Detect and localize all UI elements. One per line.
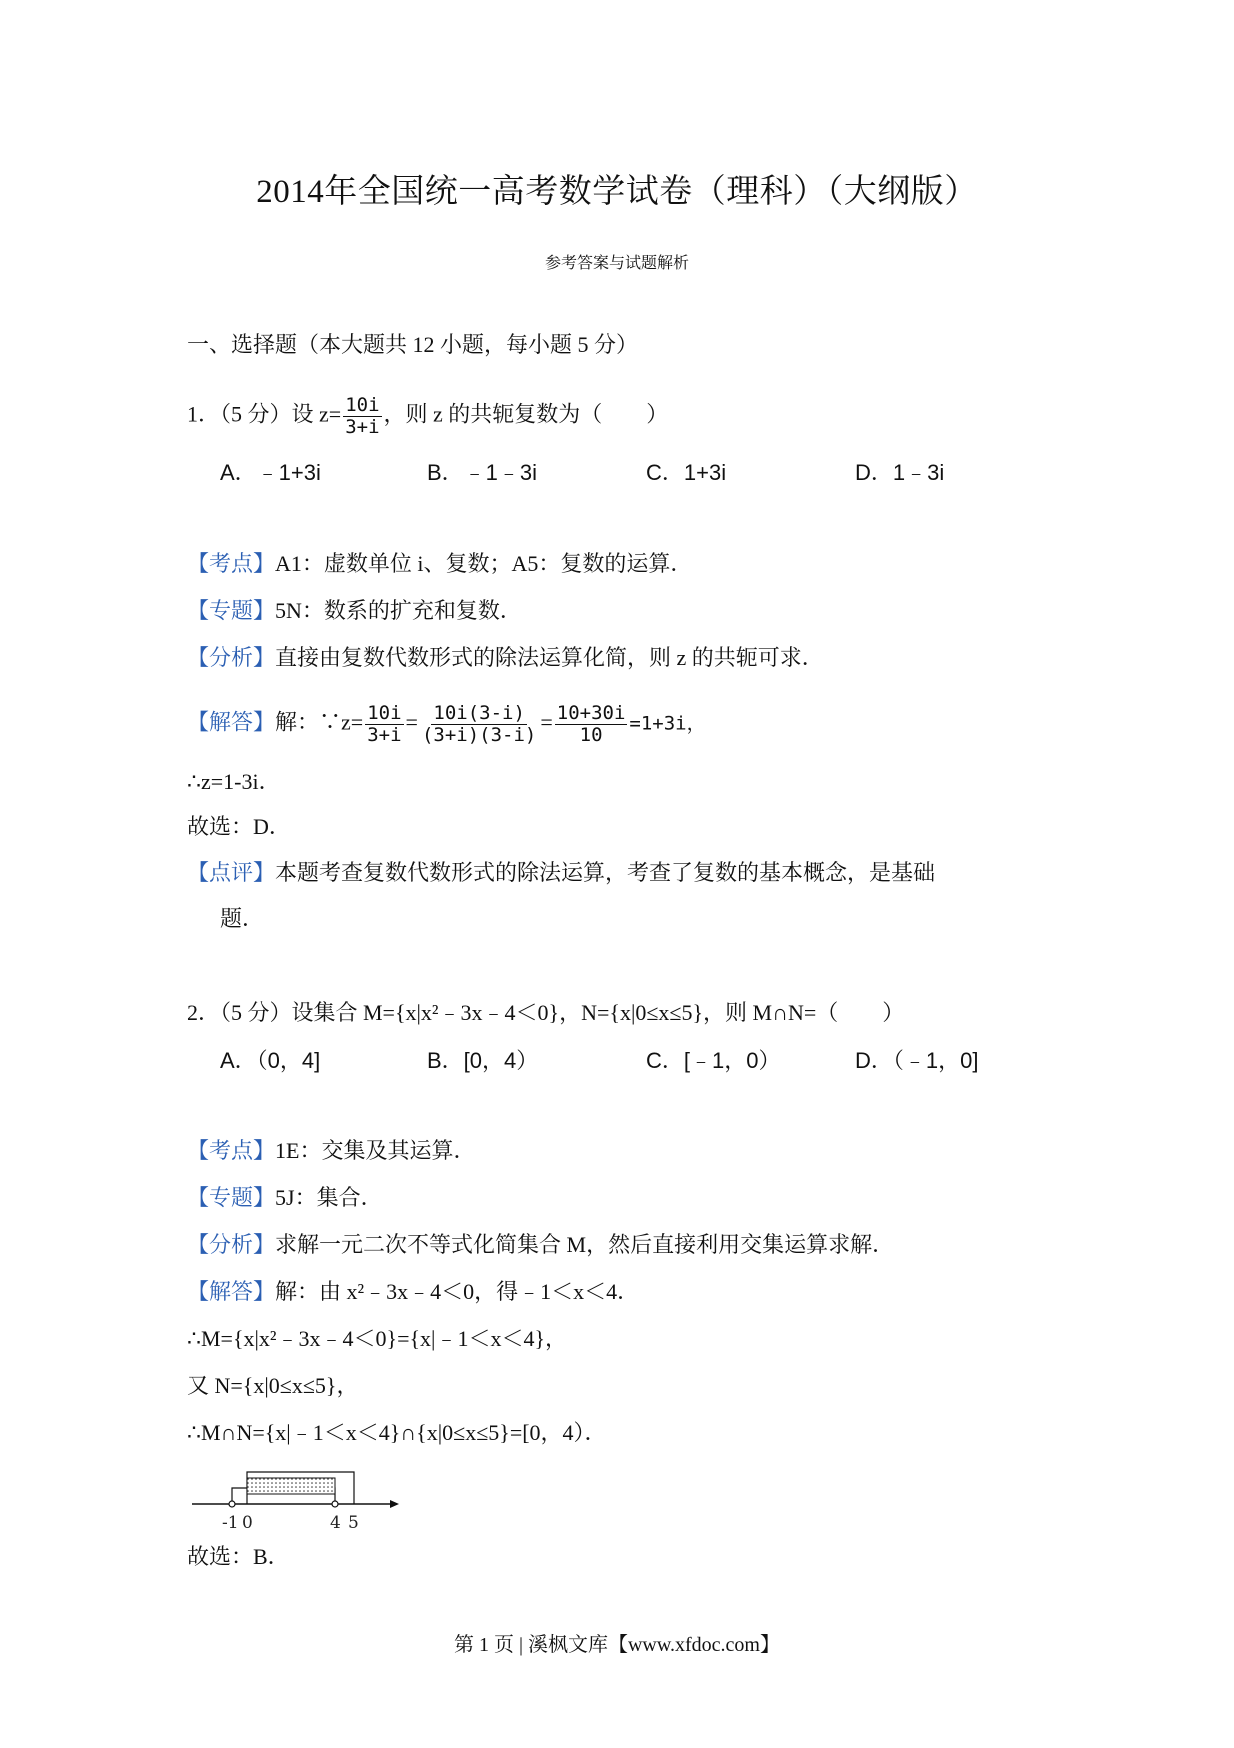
q1-option-a: A．﹣1+3i [220, 460, 321, 485]
document-title: 2014年全国统一高考数学试卷（理科）（大纲版） [256, 174, 978, 210]
q1-fenxi-text: 直接由复数代数形式的除法运算化简，则 z 的共轭可求． [275, 645, 824, 670]
label-minus-1: -1 [222, 1513, 239, 1532]
document-subtitle: 参考答案与试题解析 [544, 255, 689, 272]
q1-jieda-suffix: =1+3i， [629, 712, 706, 735]
q1-f2-den: (3+i)(3-i) [421, 724, 537, 746]
q1-stem-suffix: ，则 z 的共轭复数为（ ） [383, 401, 669, 427]
q1-kaodian-tag: 【考点】 [187, 551, 276, 576]
open-point-minus-1 [229, 1501, 235, 1507]
open-point-4 [332, 1501, 338, 1507]
q1-kaodian [187, 549, 692, 579]
label-4: 4 [330, 1513, 341, 1532]
q2-zhuanti-text: 5J：集合． [275, 1185, 383, 1210]
q1-frac-den: 3+i [345, 416, 380, 438]
q2-zhuanti [187, 1183, 383, 1213]
q1-dianping-line1: 本题考查复数代数形式的除法运算，考查了复数的基本概念，是基础 [275, 860, 936, 885]
q1-fenxi-tag: 【分析】 [187, 645, 276, 670]
q1-f2-num: 10i(3-i) [433, 702, 525, 724]
q2-line-2: ∴M={x|x²﹣3x﹣4＜0}={x|﹣1＜x＜4}， [187, 1326, 568, 1351]
q1-fenxi [187, 643, 824, 673]
q2-kaodian [187, 1136, 475, 1166]
q1-option-b: B．﹣1﹣3i [427, 460, 538, 485]
q2-option-b: B．[0，4） [427, 1048, 539, 1073]
q1-kaodian-text: A1：虚数单位 i、复数；A5：复数的运算． [275, 551, 693, 576]
question-1-stem [187, 395, 668, 438]
q1-f3-den: 10 [579, 724, 603, 746]
q1-answer: 故选：D． [187, 814, 291, 839]
q1-conclusion: ∴z=1-3i． [187, 769, 281, 794]
label-0: 0 [242, 1513, 253, 1532]
q2-fenxi-tag: 【分析】 [187, 1232, 276, 1257]
arrow-head-icon [390, 1500, 399, 1508]
q1-f1-num: 10i [367, 702, 402, 724]
q2-fenxi [187, 1230, 894, 1260]
q1-f3-num: 10+30i [556, 702, 626, 724]
q1-jieda-frac-3 [555, 703, 628, 746]
q2-option-c: C．[﹣1，0） [646, 1048, 781, 1073]
q1-eq-2: = [540, 709, 553, 735]
q2-line-3: 又 N={x|0≤x≤5}， [187, 1373, 359, 1398]
q1-jieda-frac-2 [420, 703, 538, 746]
q2-jieda [187, 1277, 639, 1307]
q1-zhuanti-text: 5N：数系的扩充和复数． [275, 598, 522, 623]
section-heading: 一、选择题（本大题共 12 小题，每小题 5 分） [187, 332, 639, 357]
question-2-stem: 2．（5 分）设集合 M={x|x²﹣3x﹣4＜0}，N={x|0≤x≤5}，则 M∩N=（ ） [187, 1000, 905, 1025]
q2-fenxi-text: 求解一元二次不等式化简集合 M，然后直接利用交集运算求解． [275, 1232, 895, 1257]
q1-jieda-tag: 【解答】 [187, 709, 276, 735]
q1-zhuanti-tag: 【专题】 [187, 598, 276, 623]
q1-jieda [187, 703, 706, 746]
q1-dianping [187, 858, 935, 888]
q1-eq-1: = [405, 709, 418, 735]
q1-dianping-tag: 【点评】 [187, 860, 276, 885]
q1-frac-num: 10i [345, 394, 380, 416]
q1-stem-prefix: 1．（5 分）设 z= [187, 401, 342, 427]
number-line-diagram [187, 1462, 417, 1532]
q2-kaodian-tag: 【考点】 [187, 1138, 276, 1163]
q1-option-c: C．1+3i [646, 460, 727, 485]
q1-zhuanti [187, 596, 522, 626]
q2-option-d: D．（﹣1，0] [855, 1048, 979, 1073]
q2-line-4: ∴M∩N={x|﹣1＜x＜4}∩{x|0≤x≤5}=[0，4）． [187, 1420, 607, 1445]
q2-jieda-tag: 【解答】 [187, 1279, 276, 1304]
q1-jieda-prefix: 解：∵z= [275, 709, 364, 735]
q2-kaodian-text: 1E：交集及其运算． [275, 1138, 476, 1163]
q1-dianping-line2: 题． [220, 906, 265, 931]
q2-answer: 故选：B． [187, 1544, 290, 1569]
q1-fraction [343, 395, 381, 438]
q2-option-a: A．（0，4] [220, 1048, 321, 1073]
q1-option-d: D．1﹣3i [855, 460, 945, 485]
page-footer: 第 1 页 | 溪枫文库【www.xfdoc.com】 [453, 1634, 780, 1656]
q2-zhuanti-tag: 【专题】 [187, 1185, 276, 1210]
q2-jieda-text: 解：由 x²﹣3x﹣4＜0，得﹣1＜x＜4． [275, 1279, 640, 1304]
label-5: 5 [348, 1513, 359, 1532]
intersection-region [247, 1478, 335, 1494]
q1-jieda-frac-1 [365, 703, 403, 746]
q1-f1-den: 3+i [367, 724, 402, 746]
